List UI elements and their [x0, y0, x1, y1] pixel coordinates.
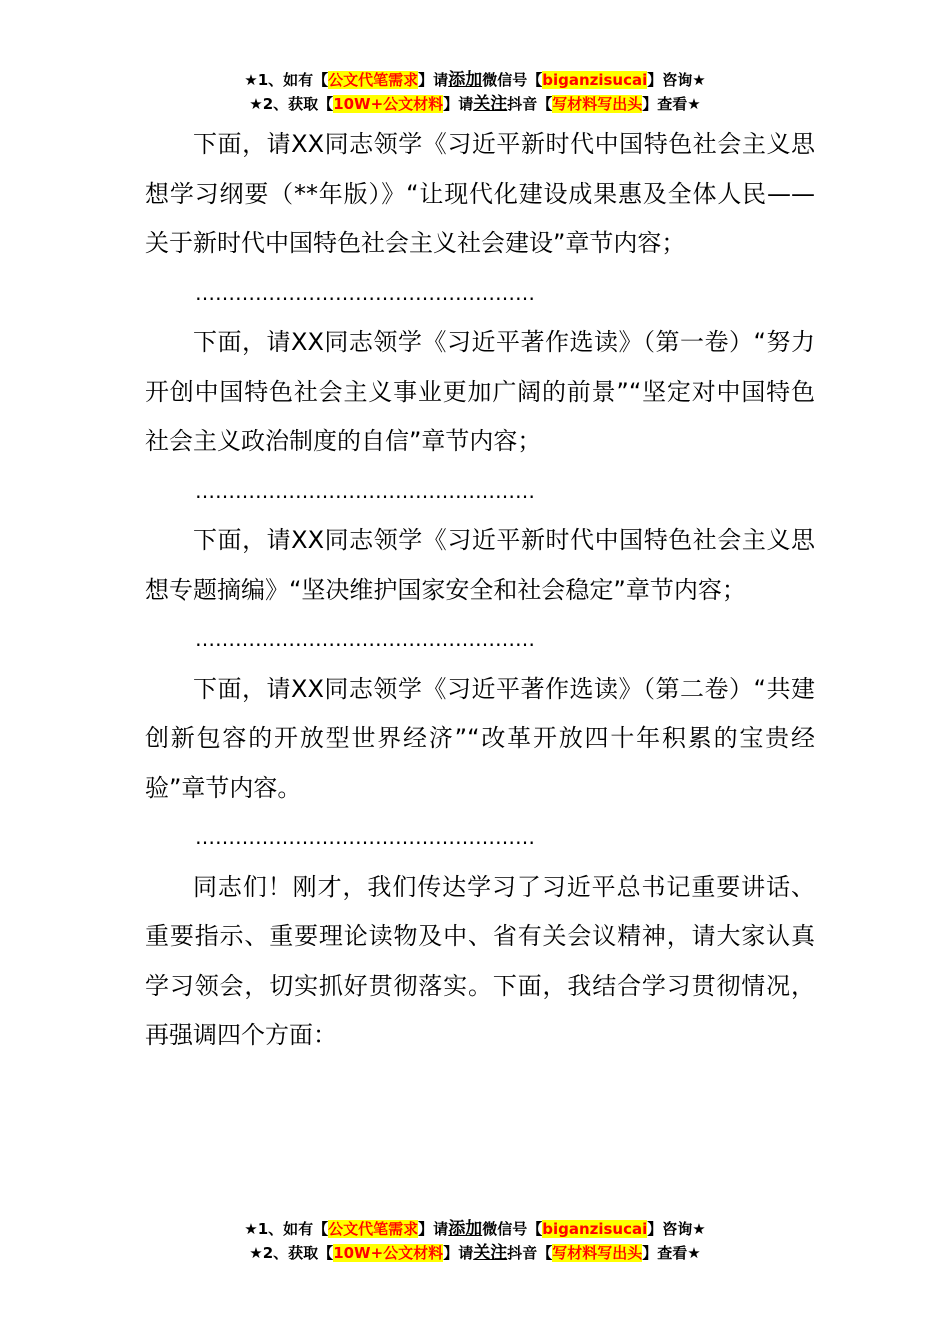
paragraph: 下面，请XX同志领学《习近平著作选读》（第一卷）“努力开创中国特色社会主义事业更加广阔的前景”“坚定对中国特色社会主义政治制度的自信”章节内容；: [145, 328, 815, 455]
banner-line-1: [0, 1217, 950, 1241]
banner-emphasis: 关注: [473, 1243, 508, 1263]
banner-emphasis: 添加: [448, 1219, 483, 1239]
paragraph: 同志们！刚才，我们传达学习了习近平总书记重要讲话、重要指示、重要理论读物及中、省有关会议精神，请大家认真学习领会，切实抓好贯彻落实。下面，我结合学习贯彻情况，再强调四个方面：: [145, 872, 815, 1049]
banner-line-2: [0, 1241, 950, 1265]
banner-text: 】请: [443, 95, 474, 113]
banner-emphasis: 添加: [448, 70, 483, 90]
paragraph: 下面，请XX同志领学《习近平新时代中国特色社会主义思想学习纲要（**年版）》“让现代化建设成果惠及全体人民——关于新时代中国特色社会主义社会建设”章节内容；: [145, 130, 815, 257]
paragraph: 下面，请XX同志领学《习近平著作选读》（第二卷）“共建创新包容的开放型世界经济”“改革开放四十年积累的宝贵经验”章节内容。: [145, 674, 815, 802]
banner-douyin-id: 写材料写出头: [552, 95, 643, 113]
banner-wechat-id: biganzisucai: [542, 1220, 648, 1238]
banner-text: 抖音【: [507, 95, 553, 113]
banner-text: 微信号【: [482, 71, 543, 89]
dotted-separator: ……………………………………………: [195, 478, 535, 503]
banner-line-1: [0, 68, 950, 92]
banner-text: 】请: [418, 1220, 449, 1238]
banner-text: 】咨询★: [647, 71, 706, 89]
banner-text: 微信号【: [482, 1220, 543, 1238]
footer-banner: [0, 1217, 950, 1265]
banner-douyin-id: 写材料写出头: [552, 1244, 643, 1262]
banner-emphasis: 关注: [473, 94, 508, 114]
banner-text: ★1、如有【: [244, 71, 329, 89]
banner-text: ★1、如有【: [244, 1220, 329, 1238]
banner-text: ★2、获取【: [249, 95, 334, 113]
banner-highlight: 10W+公文材料: [333, 1244, 444, 1262]
banner-text: 】查看★: [642, 1244, 701, 1262]
document-body: [145, 120, 815, 1061]
banner-text: 】咨询★: [647, 1220, 706, 1238]
dotted-separator: ……………………………………………: [195, 280, 535, 305]
banner-text: 】请: [418, 71, 449, 89]
dotted-separator: ……………………………………………: [195, 627, 535, 651]
banner-highlight: 公文代笔需求: [328, 71, 419, 89]
dotted-separator: ……………………………………………: [195, 825, 535, 849]
banner-text: ★2、获取【: [249, 1244, 334, 1262]
banner-line-2: [0, 92, 950, 116]
paragraph: 下面，请XX同志领学《习近平新时代中国特色社会主义思想专题摘编》“坚决维护国家安全和社会稳定”章节内容；: [145, 526, 815, 604]
banner-text: 】查看★: [642, 95, 701, 113]
banner-highlight: 10W+公文材料: [333, 95, 444, 113]
banner-text: 抖音【: [507, 1244, 553, 1262]
banner-text: 】请: [443, 1244, 474, 1262]
header-banner: [0, 68, 950, 116]
banner-wechat-id: biganzisucai: [542, 71, 648, 89]
banner-highlight: 公文代笔需求: [328, 1220, 419, 1238]
